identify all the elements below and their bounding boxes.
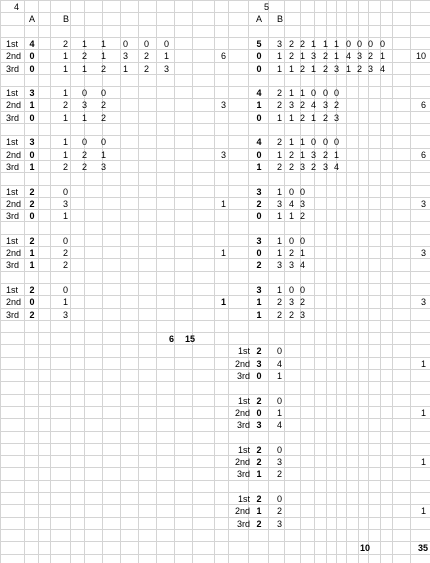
value-b: 1 xyxy=(277,51,283,61)
row-label: 2nd xyxy=(6,199,22,209)
value-b: 3 xyxy=(334,113,340,123)
value-b: 1 xyxy=(334,51,340,61)
value-b: 0 xyxy=(82,88,88,98)
value-b: 2 xyxy=(368,51,374,61)
value-b: 1 xyxy=(323,39,329,49)
value-b: 2 xyxy=(277,137,283,147)
value-a: 2 xyxy=(256,260,262,270)
value-b: 0 xyxy=(277,445,283,455)
value-b: 1 xyxy=(63,137,69,147)
column-header-a: A xyxy=(255,14,262,24)
value-b: 2 xyxy=(101,64,107,74)
value-a: 0 xyxy=(256,211,262,221)
value-a: 0 xyxy=(256,408,262,418)
value-b: 0 xyxy=(123,39,129,49)
value-b: 3 xyxy=(164,64,170,74)
value-b: 1 xyxy=(289,137,295,147)
value-b: 4 xyxy=(334,162,340,172)
value-a: 1 xyxy=(256,469,262,479)
value-a: 4 xyxy=(256,137,262,147)
value-b: 2 xyxy=(277,310,283,320)
value-a: 2 xyxy=(256,346,262,356)
value-a: 2 xyxy=(29,187,35,197)
row-label: 3rd xyxy=(236,519,250,529)
value-a: 3 xyxy=(29,88,35,98)
value-b: 2 xyxy=(63,39,69,49)
row-label: 1st xyxy=(6,285,19,295)
value-a: 5 xyxy=(256,39,262,49)
row-label: 3rd xyxy=(236,420,250,430)
value-b: 2 xyxy=(289,39,295,49)
value-b: 0 xyxy=(300,187,306,197)
value-b: 2 xyxy=(144,51,150,61)
value-b: 1 xyxy=(311,64,317,74)
value-a: 1 xyxy=(256,310,262,320)
value-b: 3 xyxy=(63,310,69,320)
value-b: 3 xyxy=(323,100,329,110)
value-a: 1 xyxy=(256,506,262,516)
value-b: 3 xyxy=(82,100,88,110)
value-b: 3 xyxy=(277,519,283,529)
value-a: 2 xyxy=(256,494,262,504)
row-label: 3rd xyxy=(6,310,20,320)
summary-left-sum: 6 xyxy=(168,334,174,344)
value-b: 2 xyxy=(323,64,329,74)
value-b: 1 xyxy=(101,150,107,160)
value-b: 4 xyxy=(346,51,352,61)
value-b: 2 xyxy=(82,162,88,172)
value-b: 2 xyxy=(289,248,295,258)
value-b: 2 xyxy=(300,100,306,110)
value-b: 2 xyxy=(63,248,69,258)
value-b: 0 xyxy=(357,39,363,49)
value-b: 0 xyxy=(144,39,150,49)
row-label: 1st xyxy=(237,494,250,504)
value-b: 1 xyxy=(334,39,340,49)
value-b: 0 xyxy=(323,88,329,98)
value-b: 1 xyxy=(289,88,295,98)
value-b: 0 xyxy=(334,88,340,98)
row-label: 1st xyxy=(237,346,250,356)
value-a: 2 xyxy=(29,285,35,295)
value-b: 1 xyxy=(289,113,295,123)
row-label: 2nd xyxy=(6,100,22,110)
value-b: 1 xyxy=(311,39,317,49)
value-b: 0 xyxy=(368,39,374,49)
value-b: 0 xyxy=(289,236,295,246)
row-label: 1st xyxy=(6,39,19,49)
value-a: 1 xyxy=(29,248,35,258)
top-number-right: 5 xyxy=(264,2,270,12)
value-b: 3 xyxy=(63,199,69,209)
group-total: 1 xyxy=(420,457,426,467)
value-b: 1 xyxy=(63,51,69,61)
value-b: 0 xyxy=(101,88,107,98)
value-b: 2 xyxy=(82,51,88,61)
value-b: 3 xyxy=(300,310,306,320)
value-b: 1 xyxy=(277,248,283,258)
value-b: 1 xyxy=(277,408,283,418)
value-b: 2 xyxy=(300,211,306,221)
value-a: 3 xyxy=(256,236,262,246)
value-b: 3 xyxy=(300,162,306,172)
value-a: 2 xyxy=(256,445,262,455)
value-b: 2 xyxy=(277,506,283,516)
value-b: 0 xyxy=(63,236,69,246)
value-a: 0 xyxy=(29,150,35,160)
value-b: 1 xyxy=(346,64,352,74)
value-b: 1 xyxy=(380,51,386,61)
value-b: 2 xyxy=(277,297,283,307)
value-b: 1 xyxy=(277,64,283,74)
row-label: 1st xyxy=(6,137,19,147)
value-b: 2 xyxy=(289,51,295,61)
value-b: 2 xyxy=(277,100,283,110)
row-label: 1st xyxy=(6,236,19,246)
value-b: 3 xyxy=(289,297,295,307)
value-b: 4 xyxy=(300,260,306,270)
value-b: 2 xyxy=(323,150,329,160)
value-b: 1 xyxy=(63,64,69,74)
value-b: 2 xyxy=(101,113,107,123)
group-total: 1 xyxy=(420,506,426,516)
value-b: 2 xyxy=(300,64,306,74)
value-b: 3 xyxy=(300,199,306,209)
value-a: 2 xyxy=(29,199,35,209)
value-b: 0 xyxy=(311,88,317,98)
value-b: 2 xyxy=(63,162,69,172)
value-b: 0 xyxy=(82,137,88,147)
value-b: 4 xyxy=(277,420,283,430)
value-a: 2 xyxy=(256,457,262,467)
value-b: 3 xyxy=(323,162,329,172)
value-b: 3 xyxy=(357,51,363,61)
value-a: 0 xyxy=(29,51,35,61)
value-a: 3 xyxy=(256,285,262,295)
group-total: 1 xyxy=(220,297,226,307)
value-a: 1 xyxy=(256,162,262,172)
value-b: 3 xyxy=(101,162,107,172)
value-b: 2 xyxy=(101,100,107,110)
value-a: 1 xyxy=(256,297,262,307)
value-b: 4 xyxy=(289,199,295,209)
value-b: 0 xyxy=(277,494,283,504)
value-b: 1 xyxy=(300,137,306,147)
value-b: 0 xyxy=(380,39,386,49)
group-total: 1 xyxy=(420,408,426,418)
summary-right-total: 35 xyxy=(417,543,428,553)
value-b: 4 xyxy=(380,64,386,74)
value-b: 1 xyxy=(311,113,317,123)
row-label: 2nd xyxy=(6,51,22,61)
row-label: 3rd xyxy=(6,113,20,123)
value-b: 2 xyxy=(323,113,329,123)
value-a: 2 xyxy=(256,519,262,529)
value-b: 0 xyxy=(101,137,107,147)
value-b: 2 xyxy=(82,150,88,160)
value-b: 1 xyxy=(82,64,88,74)
value-b: 2 xyxy=(334,100,340,110)
value-b: 3 xyxy=(311,51,317,61)
value-b: 1 xyxy=(63,113,69,123)
group-total: 10 xyxy=(415,51,426,61)
value-b: 2 xyxy=(277,469,283,479)
value-a: 3 xyxy=(256,420,262,430)
group-total: 1 xyxy=(420,359,426,369)
value-b: 1 xyxy=(300,150,306,160)
value-a: 1 xyxy=(256,100,262,110)
value-b: 0 xyxy=(300,236,306,246)
value-b: 1 xyxy=(63,211,69,221)
row-label: 1st xyxy=(6,88,19,98)
row-label: 3rd xyxy=(236,469,250,479)
value-b: 0 xyxy=(323,137,329,147)
value-a: 0 xyxy=(256,51,262,61)
value-b: 3 xyxy=(277,457,283,467)
row-label: 2nd xyxy=(234,457,250,467)
value-b: 2 xyxy=(323,51,329,61)
column-header-a: A xyxy=(28,14,35,24)
value-a: 3 xyxy=(29,137,35,147)
value-b: 3 xyxy=(289,100,295,110)
value-b: 2 xyxy=(300,113,306,123)
value-a: 0 xyxy=(29,113,35,123)
value-a: 2 xyxy=(29,236,35,246)
value-b: 3 xyxy=(277,39,283,49)
value-b: 2 xyxy=(289,310,295,320)
value-b: 2 xyxy=(63,100,69,110)
value-b: 0 xyxy=(346,39,352,49)
row-label: 2nd xyxy=(234,506,250,516)
value-b: 3 xyxy=(277,260,283,270)
value-a: 0 xyxy=(256,113,262,123)
value-a: 4 xyxy=(256,88,262,98)
value-b: 1 xyxy=(123,64,129,74)
row-label: 1st xyxy=(237,445,250,455)
value-b: 1 xyxy=(300,88,306,98)
value-b: 4 xyxy=(277,359,283,369)
value-a: 1 xyxy=(29,162,35,172)
value-b: 1 xyxy=(101,39,107,49)
value-b: 2 xyxy=(144,64,150,74)
value-b: 1 xyxy=(277,371,283,381)
row-label: 3rd xyxy=(236,371,250,381)
value-a: 1 xyxy=(29,260,35,270)
row-label: 3rd xyxy=(6,64,20,74)
value-a: 3 xyxy=(256,359,262,369)
row-label: 2nd xyxy=(6,150,22,160)
value-b: 1 xyxy=(289,64,295,74)
group-total: 6 xyxy=(420,150,426,160)
value-b: 1 xyxy=(277,187,283,197)
value-b: 0 xyxy=(289,187,295,197)
value-b: 1 xyxy=(63,150,69,160)
value-b: 1 xyxy=(277,285,283,295)
summary-left-total: 15 xyxy=(185,334,196,344)
column-header-b: B xyxy=(277,14,284,24)
value-b: 2 xyxy=(289,150,295,160)
group-total: 6 xyxy=(220,51,226,61)
group-total: 3 xyxy=(220,100,226,110)
value-b: 2 xyxy=(277,88,283,98)
summary-right-sum: 10 xyxy=(359,543,370,553)
value-b: 1 xyxy=(63,88,69,98)
row-label: 2nd xyxy=(234,408,250,418)
value-a: 0 xyxy=(29,211,35,221)
row-label: 2nd xyxy=(6,297,22,307)
value-b: 0 xyxy=(311,137,317,147)
group-total: 1 xyxy=(220,248,226,258)
value-b: 2 xyxy=(300,39,306,49)
value-b: 1 xyxy=(289,211,295,221)
group-total: 3 xyxy=(420,297,426,307)
value-a: 2 xyxy=(29,310,35,320)
value-a: 0 xyxy=(256,248,262,258)
value-b: 2 xyxy=(63,260,69,270)
value-b: 1 xyxy=(277,211,283,221)
row-label: 3rd xyxy=(6,260,20,270)
value-b: 1 xyxy=(277,113,283,123)
top-number-left: 4 xyxy=(14,2,20,12)
value-a: 0 xyxy=(29,64,35,74)
value-b: 3 xyxy=(368,64,374,74)
value-a: 0 xyxy=(256,64,262,74)
value-b: 0 xyxy=(63,285,69,295)
value-b: 4 xyxy=(311,100,317,110)
value-b: 1 xyxy=(334,150,340,160)
value-b: 1 xyxy=(300,51,306,61)
value-b: 1 xyxy=(277,236,283,246)
value-b: 0 xyxy=(289,285,295,295)
value-b: 0 xyxy=(334,137,340,147)
value-b: 2 xyxy=(311,162,317,172)
value-b: 0 xyxy=(300,285,306,295)
row-label: 1st xyxy=(6,187,19,197)
value-b: 0 xyxy=(277,396,283,406)
value-a: 1 xyxy=(29,100,35,110)
row-label: 2nd xyxy=(6,248,22,258)
group-total: 1 xyxy=(220,199,226,209)
row-label: 3rd xyxy=(6,211,20,221)
value-a: 2 xyxy=(256,199,262,209)
value-a: 4 xyxy=(29,39,35,49)
row-label: 3rd xyxy=(6,162,20,172)
value-b: 2 xyxy=(300,297,306,307)
column-header-b: B xyxy=(63,14,70,24)
value-b: 3 xyxy=(289,260,295,270)
value-a: 3 xyxy=(256,187,262,197)
value-b: 1 xyxy=(101,51,107,61)
value-b: 2 xyxy=(357,64,363,74)
value-b: 1 xyxy=(82,39,88,49)
value-b: 1 xyxy=(277,150,283,160)
value-b: 2 xyxy=(289,162,295,172)
group-total: 3 xyxy=(220,150,226,160)
value-b: 1 xyxy=(63,297,69,307)
value-a: 0 xyxy=(256,371,262,381)
row-label: 2nd xyxy=(234,359,250,369)
value-a: 2 xyxy=(256,396,262,406)
value-b: 1 xyxy=(82,113,88,123)
value-a: 0 xyxy=(29,297,35,307)
value-b: 3 xyxy=(123,51,129,61)
value-b: 3 xyxy=(334,64,340,74)
value-b: 3 xyxy=(277,199,283,209)
value-b: 0 xyxy=(277,346,283,356)
row-label: 1st xyxy=(237,396,250,406)
value-a: 0 xyxy=(256,150,262,160)
value-b: 1 xyxy=(164,51,170,61)
group-total: 6 xyxy=(420,100,426,110)
value-b: 1 xyxy=(300,248,306,258)
value-b: 3 xyxy=(311,150,317,160)
value-b: 0 xyxy=(164,39,170,49)
value-b: 2 xyxy=(277,162,283,172)
group-total: 3 xyxy=(420,199,426,209)
group-total: 3 xyxy=(420,248,426,258)
value-b: 0 xyxy=(63,187,69,197)
